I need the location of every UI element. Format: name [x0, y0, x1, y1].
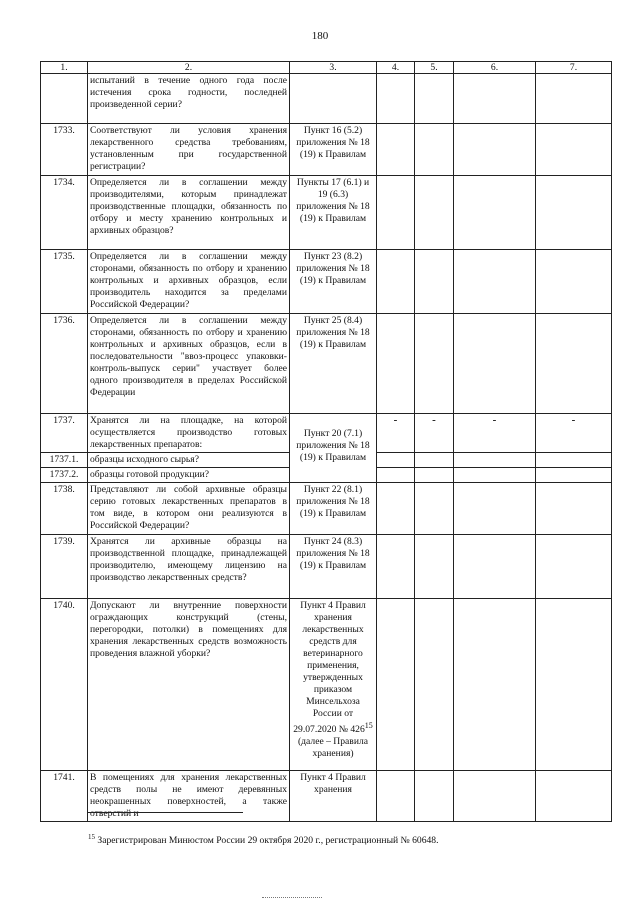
row-question: В помещениях для хранения лекарственных средств полы не имеют деревянных неокрашенных поверхностей, а также отверстий и	[88, 771, 290, 822]
footnote-text: Зарегистрирован Минюстом России 29 октября 2020 г., регистрационный № 60648.	[95, 835, 439, 847]
dash-mark: -	[454, 414, 536, 453]
row-number: 1735.	[41, 250, 88, 314]
reference-text-end: (далее – Правила хранения)	[297, 736, 368, 760]
row-question: Представляют ли собой архивные образцы серию готовых лекарственных препаратов в том виде, в котором они реализуются в Российской Федерации?	[88, 483, 290, 535]
row-question: Хранятся ли архивные образцы на производственной площадке, принадлежащей производителю, имеющему лицензию на производство лекарственных средств?	[88, 535, 290, 599]
row-number: 1737.	[41, 414, 88, 453]
row-reference: Пункт 25 (8.4) приложения № 18 (19) к Правилам	[290, 314, 377, 414]
dash-mark: -	[536, 414, 612, 453]
row-question: Хранятся ли на площадке, на которой осуществляется производство готовых лекарственных препаратов:	[88, 414, 290, 453]
dash-mark: -	[415, 414, 454, 453]
row-number: 1740.	[41, 599, 88, 771]
col-header-4: 4.	[377, 62, 415, 74]
page-number: 180	[311, 30, 329, 42]
row-question: Допускают ли внутренние поверхности ограждающих конструкций (стены, перегородки, потолки) в помещениях для хранения лекарственных средств возможность проведения влажной уборки?	[88, 599, 290, 771]
table-row	[41, 771, 612, 822]
table-row	[41, 176, 612, 250]
table-row	[41, 535, 612, 599]
row-reference	[290, 599, 377, 771]
row-reference: Пункт 16 (5.2) приложения № 18 (19) к Правилам	[290, 124, 377, 176]
row-number: 1737.1.	[41, 453, 88, 468]
row-question: Соответствуют ли условия хранения лекарственного средства требованиям, установленным при государственной регистрации?	[88, 124, 290, 176]
row-reference: Пункт 23 (8.2) приложения № 18 (19) к Правилам	[290, 250, 377, 314]
table-row	[41, 74, 612, 124]
header-row	[41, 62, 612, 74]
table-row	[41, 599, 612, 771]
footnote-number: 15	[88, 833, 95, 841]
row-number: 1738.	[41, 483, 88, 535]
footnote-marker: 15	[364, 721, 373, 730]
row-question: образцы готовой продукции?	[88, 468, 290, 483]
row-reference: Пункты 17 (6.1) и 19 (6.3) приложения № 18 (19) к Правилам	[290, 176, 377, 250]
row-number: 1733.	[41, 124, 88, 176]
row-number: 1737.2.	[41, 468, 88, 483]
row-number: 1741.	[41, 771, 88, 822]
row-reference: Пункт 22 (8.1) приложения № 18 (19) к Правилам	[290, 483, 377, 535]
row-number	[41, 74, 88, 124]
row-question: образцы исходного сырья?	[88, 453, 290, 468]
row-question: испытаний в течение одного года после истечения срока годности, последней произведенной серии?	[88, 74, 290, 124]
col-header-6: 6.	[454, 62, 536, 74]
table-row	[41, 124, 612, 176]
row-question: Определяется ли в соглашении между сторонами, обязанность по отбору и хранению контрольных и архивных образцов, если производитель находится за пределами Российской Федерации?	[88, 250, 290, 314]
row-number: 1739.	[41, 535, 88, 599]
col-header-1: 1.	[41, 62, 88, 74]
row-question: Определяется ли в соглашении между производителями, которым принадлежат производственные площадки, обязанность по отбору и месту хранению контрольных и архивных образцов?	[88, 176, 290, 250]
row-number: 1734.	[41, 176, 88, 250]
row-reference: Пункт 24 (8.3) приложения № 18 (19) к Правилам	[290, 535, 377, 599]
row-question: Определяется ли в соглашении между сторонами, обязанность по отбору и хранению контрольных и архивных образцов, если в последовательности "ввоз-процесс упаковки-контроль-выпуск серии" участвует более одного производителя в пределах Российской Федерации	[88, 314, 290, 414]
col-header-5: 5.	[415, 62, 454, 74]
row-reference: Пункт 4 Правил хранения	[290, 771, 377, 822]
footnote	[88, 833, 438, 846]
dash-mark: -	[377, 414, 415, 453]
footnote-divider	[88, 812, 243, 813]
col-header-3: 3.	[290, 62, 377, 74]
table-row	[41, 483, 612, 535]
scan-artifact-line	[262, 897, 322, 898]
col-header-2: 2.	[88, 62, 290, 74]
col-header-7: 7.	[536, 62, 612, 74]
row-reference: Пункт 20 (7.1) приложения № 18 (19) к Правилам	[290, 414, 377, 483]
checklist-table	[40, 61, 612, 822]
table-row	[41, 314, 612, 414]
table-row	[41, 250, 612, 314]
reference-text: Пункт 4 Правил хранения лекарственных средств для ветеринарного применения, утвержденных приказом Минсельхоза России от 29.07.2020 № 426	[293, 600, 366, 736]
table-row	[41, 414, 612, 453]
row-number: 1736.	[41, 314, 88, 414]
row-reference	[290, 74, 377, 124]
